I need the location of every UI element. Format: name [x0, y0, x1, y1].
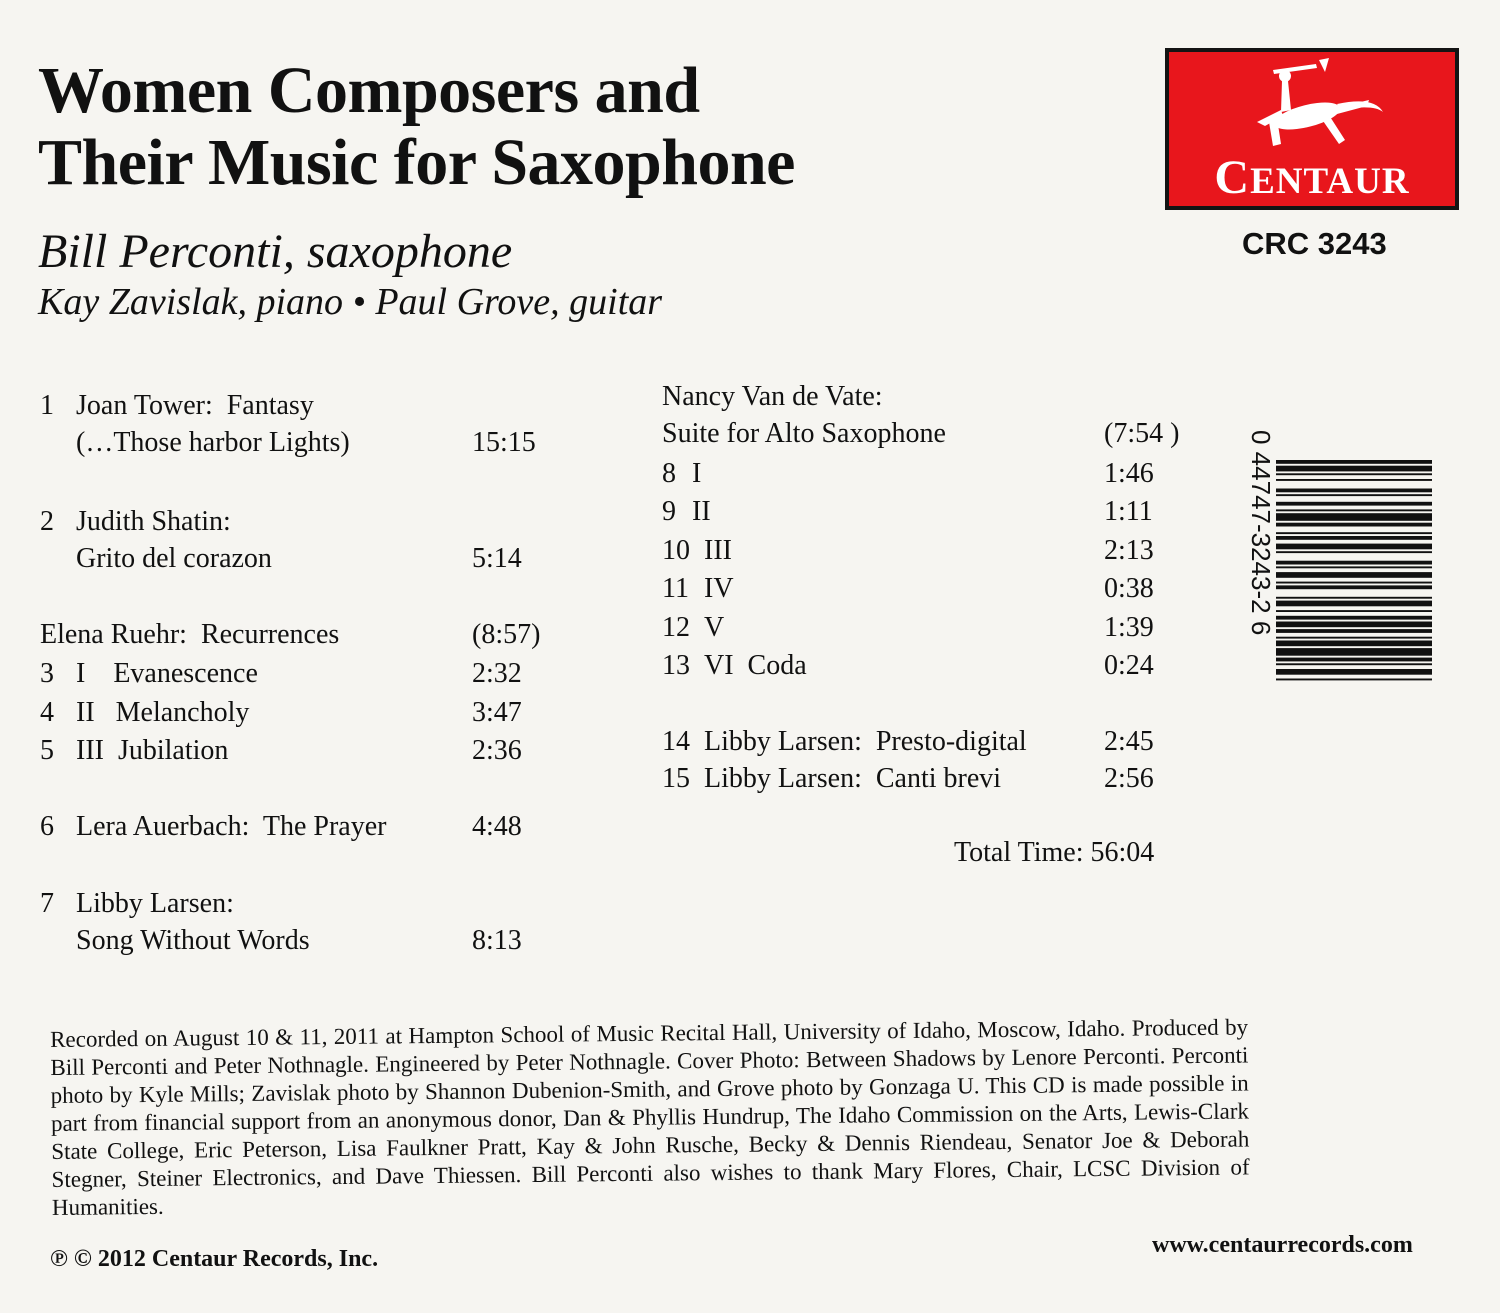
left-track-title: II Melancholy	[76, 697, 250, 728]
left-track-number: 2	[40, 506, 54, 537]
right-track-number: 8	[662, 458, 676, 489]
left-track-duration: 3:47	[472, 697, 522, 728]
performer: Bill Perconti, saxophone	[38, 225, 513, 278]
barcode	[1240, 430, 1440, 842]
left-track-title: I Evanescence	[76, 658, 258, 689]
left-track-title: III Jubilation	[76, 735, 229, 766]
barcode-bar	[1276, 523, 1432, 527]
barcode-bar	[1276, 502, 1432, 506]
right-track-number: 12	[662, 612, 690, 643]
left-track-title: Libby Larsen:	[76, 888, 234, 919]
barcode-bar	[1276, 663, 1432, 665]
centaur-logo	[1165, 48, 1459, 210]
barcode-bar	[1276, 473, 1432, 475]
right-track-title: VI Coda	[704, 650, 807, 681]
right-track-duration: 2:45	[1104, 726, 1154, 757]
barcode-bar	[1276, 629, 1432, 633]
barcode-bar	[1276, 566, 1432, 568]
left-track-duration: (8:57)	[472, 619, 541, 650]
right-track-title: Libby Larsen: Canti brevi	[704, 763, 1002, 794]
left-track-number: 5	[40, 735, 54, 766]
barcode-bar	[1276, 536, 1432, 540]
barcode-bar	[1276, 532, 1432, 534]
label-name-rest: ENTAUR	[1250, 161, 1410, 202]
right-track-title: Suite for Alto Saxophone	[662, 418, 946, 449]
left-track-title: (…Those harbor Lights)	[76, 427, 350, 458]
right-track-duration: 1:46	[1104, 458, 1154, 489]
barcode-bar	[1276, 641, 1432, 647]
right-track-duration: 1:39	[1104, 612, 1154, 643]
website: www.centaurrecords.com	[1152, 1232, 1413, 1258]
album-title-line-2: Their Music for Saxophone	[38, 126, 795, 199]
right-track-title: II	[692, 496, 711, 527]
right-track-number: 15	[662, 763, 690, 794]
barcode-bar	[1276, 460, 1432, 464]
barcode-bar	[1276, 572, 1432, 578]
barcode-bar	[1276, 616, 1432, 620]
barcode-bar	[1276, 544, 1432, 550]
left-track-title: Grito del corazon	[76, 543, 272, 574]
right-track-duration: (7:54 )	[1104, 418, 1180, 449]
barcode-bar	[1276, 513, 1432, 521]
left-track-title: Judith Shatin:	[76, 506, 231, 537]
barcode-bar	[1276, 669, 1432, 675]
left-track-number: 1	[40, 390, 54, 421]
right-track-title: IV	[704, 573, 734, 604]
right-track-number: 14	[662, 726, 690, 757]
barcode-bar	[1276, 551, 1432, 553]
right-track-title: V	[704, 612, 725, 643]
label-name	[1169, 150, 1455, 205]
right-track-duration: 0:24	[1104, 650, 1154, 681]
barcode-bar	[1276, 479, 1432, 481]
right-track-title: I	[692, 458, 702, 489]
copyright: ℗ © 2012 Centaur Records, Inc.	[50, 1246, 379, 1272]
right-track-number: 9	[662, 496, 676, 527]
barcode-bar	[1276, 466, 1432, 472]
left-track-title: Elena Ruehr: Recurrences	[40, 619, 340, 650]
right-track-number: 10	[662, 535, 690, 566]
left-track-number: 4	[40, 697, 54, 728]
right-track-number: 11	[662, 573, 689, 604]
recording-credits: Recorded on August 10 & 11, 2011 at Hampton School of Music Recital Hall, University of Idaho, Moscow, Idaho. Produced by Bill Perconti and Peter Nothnagle. Engineered by Peter Nothnagle. Cover Photo: Between Shadows by Lenore Perconti. Perconti photo by Kyle Mills; Zavislak photo by Shannon Dubenion-Smith, and Grove photo by Gonzaga U. This CD is made possible in part from financial support from an anonymous donor, Dan & Phyllis Hundrup, The Idaho Commission on the Arts, Lewis-Clark State College, Eric Peterson, Lisa Faulkner Pratt, Kay & John Rusche, Becky & Dennis Riendeau, Senator Joe & Deborah Stegner, Steiner Electronics, and Dave Thiessen. Bill Perconti also wishes to thank Mary Flores, Chair, LCSC Division of Humanities.	[50, 1014, 1250, 1220]
right-track-title: Libby Larsen: Presto-digital	[704, 726, 1027, 757]
barcode-bar	[1276, 561, 1432, 565]
left-track-title: Song Without Words	[76, 925, 310, 956]
right-track-duration: 0:38	[1104, 573, 1154, 604]
barcode-number: 0 44747-3243-2 6	[1246, 430, 1276, 636]
barcode-bar	[1276, 601, 1432, 607]
barcode-bar	[1276, 637, 1432, 639]
barcode-bar	[1276, 679, 1432, 681]
ensemble: Kay Zavislak, piano • Paul Grove, guitar	[38, 281, 663, 323]
barcode-bar	[1276, 489, 1432, 493]
barcode-bar	[1276, 509, 1432, 511]
barcode-bar	[1276, 658, 1432, 662]
left-track-duration: 15:15	[472, 427, 536, 458]
right-track-title: III	[704, 535, 732, 566]
left-track-number: 7	[40, 888, 54, 919]
barcode-bar	[1276, 610, 1432, 612]
barcode-bar	[1276, 585, 1432, 589]
barcode-bar	[1276, 622, 1432, 628]
left-track-duration: 4:48	[472, 811, 522, 842]
left-track-duration: 8:13	[472, 925, 522, 956]
left-track-duration: 5:14	[472, 543, 522, 574]
barcode-bar	[1276, 648, 1432, 656]
right-track-duration: 2:13	[1104, 535, 1154, 566]
left-track-number: 3	[40, 658, 54, 689]
total-time: Total Time: 56:04	[954, 837, 1155, 868]
left-track-title: Lera Auerbach: The Prayer	[76, 811, 387, 842]
left-track-duration: 2:36	[472, 735, 522, 766]
left-track-number: 6	[40, 811, 54, 842]
left-track-title: Joan Tower: Fantasy	[76, 390, 314, 421]
right-track-duration: 2:56	[1104, 763, 1154, 794]
barcode-bar	[1276, 494, 1432, 496]
barcode-bar	[1276, 597, 1432, 599]
right-track-title: Nancy Van de Vate:	[662, 381, 883, 412]
right-track-duration: 1:11	[1104, 496, 1153, 527]
album-title-line-1: Women Composers and	[38, 54, 700, 127]
barcode-bar	[1276, 582, 1432, 584]
right-track-number: 13	[662, 650, 690, 681]
catalog-number: CRC 3243	[1242, 226, 1387, 261]
label-name-first: C	[1214, 151, 1251, 204]
left-track-duration: 2:32	[472, 658, 522, 689]
